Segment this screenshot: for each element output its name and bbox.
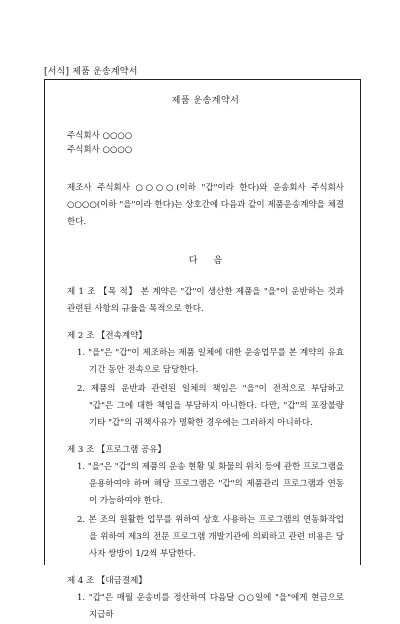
article-3-head: 제 3 조 【프로그램 공유】	[67, 445, 166, 455]
article-2-head: 제 2 조 【전속계약】	[67, 331, 147, 341]
article-2	[67, 329, 344, 432]
document-frame	[44, 79, 361, 620]
da-eum-heading	[67, 253, 344, 266]
article-4	[67, 574, 344, 624]
article-1-text	[67, 284, 344, 318]
article-3-item-1: 1. "을"은 "갑"의 제품의 운송 현황 및 화물의 위치 등에 관한 프로그램을 운용하여야 하며 해당 프로그램은 "갑"의 제품관리 프로그램과 연동이 가능하여야 한다.	[77, 462, 344, 506]
intro-paragraph: 제조사 주식회사 ○○○○(이하 "갑"이라 한다)와 운송회사 주식회사 ○○○○(이하 "을"이라 한다)는 상호간에 다음과 같이 제품운송계약을 체결한다.	[67, 183, 344, 227]
form-tag-label: [서식] 제품 운송계약서	[44, 67, 138, 77]
da-eum-char-1: 다	[188, 256, 198, 266]
article-2-item-2: 2. 제품의 운반과 관련된 일체의 책임은 "을"이 전적으로 부담하고 "갑"은 그에 대한 책임을 부담하지 아니한다. 다만, "갑"의 포장불량 기타 "갑"의 귀책사유가 명확한 경우에는 그러하지 아니하다.	[77, 384, 344, 428]
article-1-body: 본 계약은 "갑"이 생산한 제품을 "을"이 운반하는 것과 관련된 사항의 규율을 목적으로 한다.	[67, 287, 345, 314]
document-title: 제품 운송계약서	[171, 96, 240, 106]
party-line-1: 주식회사 ○○○○	[67, 131, 133, 141]
article-2-item-1: 1. "을"은 "갑"이 제조하는 제품 일체에 대한 운송업무를 본 계약의 유효기간 동안 전속으로 담당한다.	[77, 348, 344, 375]
da-eum-char-2: 음	[213, 256, 223, 266]
article-4-head: 제 4 조 【대금결제】	[67, 576, 147, 586]
article-3-item-2: 2. 본 조의 원활한 업무를 위하여 상호 사용하는 프로그램의 연동화작업을 위하여 제3의 전문 프로그램 개발기관에 의뢰하고 관련 비용은 당사자 쌍방이 1/2씩 부담한다.	[77, 515, 344, 559]
article-1-head: 제 1 조 【목 적】	[67, 287, 138, 297]
article-4-item-1: 1. "갑"은 매월 운송비를 정산하여 다음달 ○○일에 "을"에게 현금으로 지급하	[77, 593, 344, 620]
article-1	[67, 284, 344, 318]
article-3	[67, 443, 344, 563]
party-line-2: 주식회사 ○○○○	[67, 145, 133, 155]
